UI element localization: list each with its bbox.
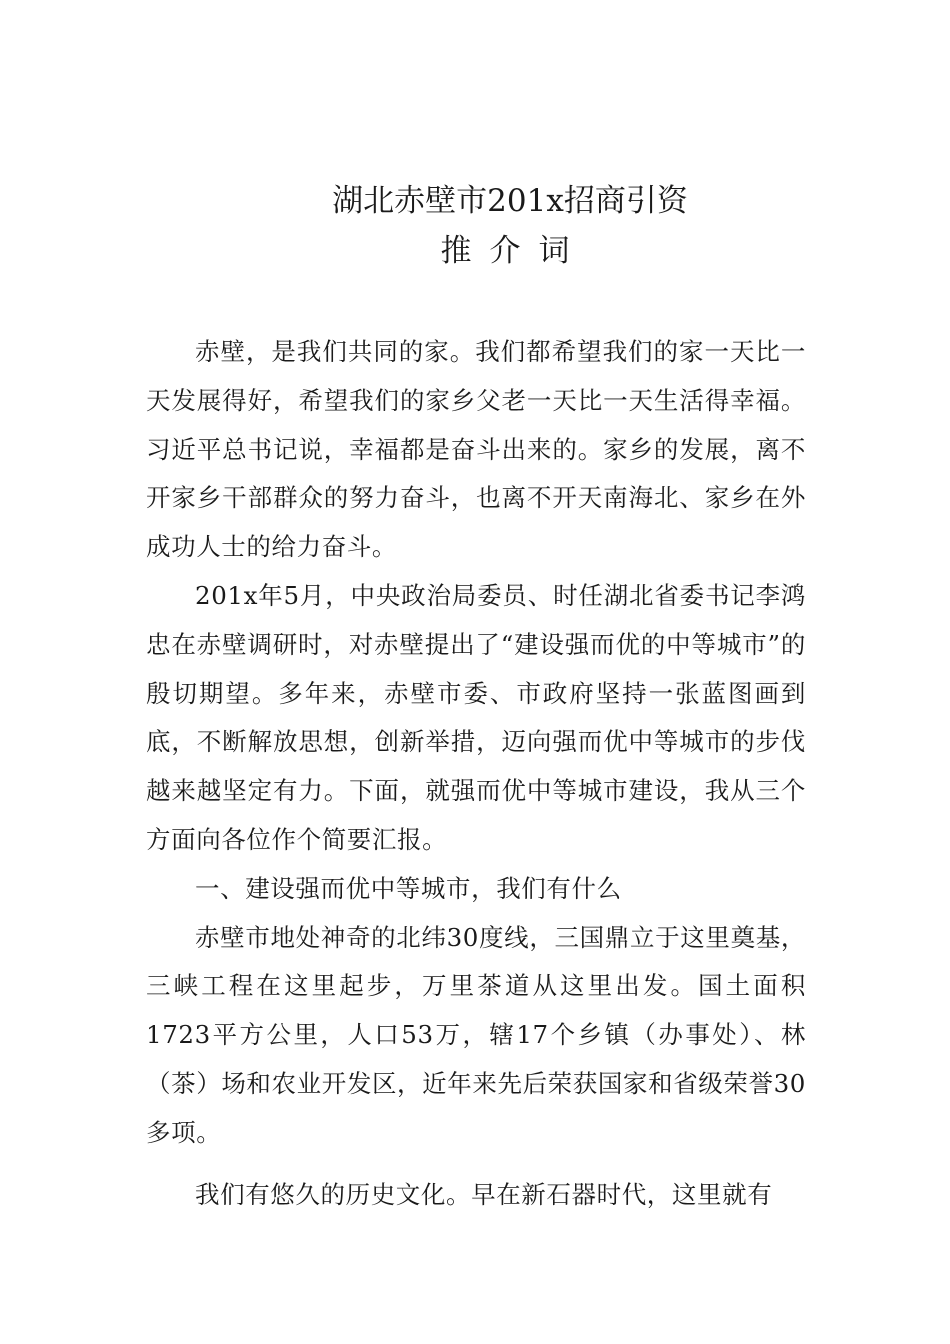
paragraph-history: 201x年5月，中央政治局委员、时任湖北省委书记李鸿忠在赤壁调研时，对赤壁提出了“建设强而优的中等城市”的殷切期望。多年来，赤壁市委、市政府坚持一张蓝图画到底，不断解放思想，创新举措，迈向强而优中等城市的步伐越来越坚定有力。下面，就强而优中等城市建设，我从三个方面向各位作个简要汇报。 bbox=[146, 580, 806, 854]
paragraph-culture: 我们有悠久的历史文化。早在新石器时代，这里就有 bbox=[195, 1179, 773, 1209]
paragraph-overview: 赤壁市地处神奇的北纬30度线，三国鼎立于这里奠基，三峡工程在这里起步，万里茶道从这里出发。国土面积1723平方公里，人口53万，辖17个乡镇（办事处）、林（茶）场和农业开发区，近年来先后荣获国家和省级荣誉30多项。 bbox=[146, 922, 806, 1147]
section-heading-1: 一、建设强而优中等城市，我们有什么 bbox=[195, 873, 622, 903]
title-main: 湖北赤壁市201x招商引资 bbox=[332, 183, 688, 219]
title-sub: 推介词 bbox=[440, 233, 588, 269]
document-title bbox=[0, 176, 950, 276]
paragraph-intro: 赤壁，是我们共同的家。我们都希望我们的家一天比一天发展得好，希望我们的家乡父老一天比一天生活得幸福。习近平总书记说，幸福都是奋斗出来的。家乡的发展，离不开家乡干部群众的努力奋斗，也离不开天南海北、家乡在外成功人士的给力奋斗。 bbox=[146, 337, 806, 562]
document-body bbox=[146, 328, 806, 1219]
